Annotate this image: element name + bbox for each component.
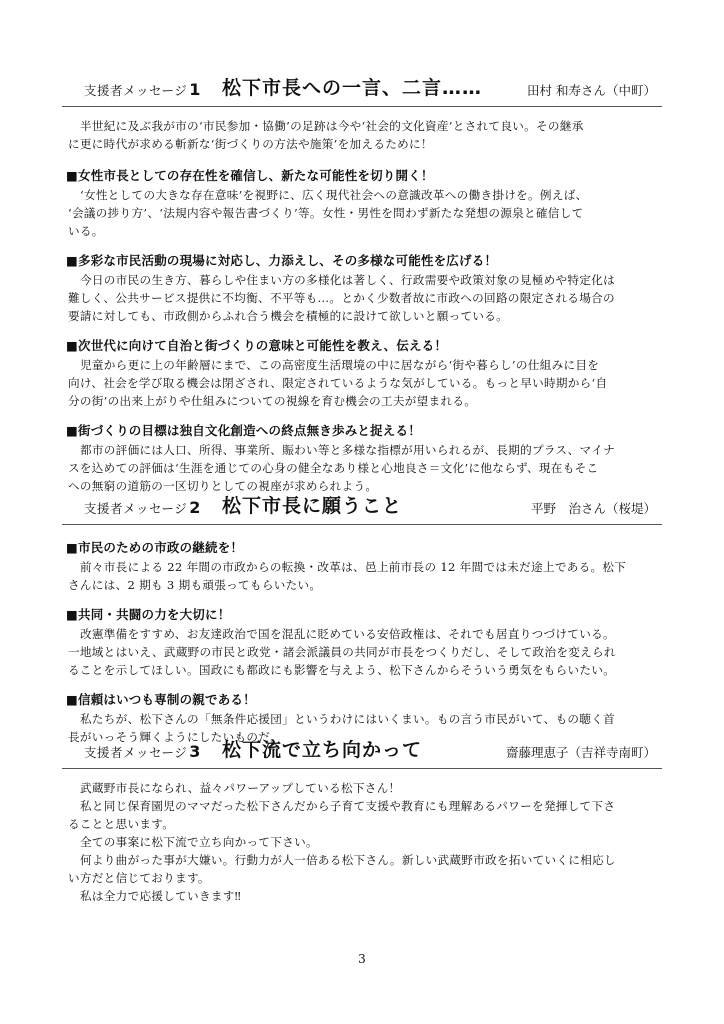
topic-line: さんには、2 期も 3 期も頑張ってもらいたい。 xyxy=(68,578,322,592)
section-label: 支援者メッセージ 1 xyxy=(84,80,201,99)
topic-line: ‘女性としての大きな存在意味’を視野に、広く現代社会への意識改革への働き掛けを。例えば、 xyxy=(80,188,588,202)
topic-line: ることを示してほしい。国政にも都政にも影響を与えよう、松下さんからそういう勇気をもらいたい。 xyxy=(68,663,616,677)
topic-line: 改憲準備をすすめ、お友達政治で国を混乱に貶めている安倍政権は、それでも居直りつづけている。 xyxy=(80,627,615,641)
section-body xyxy=(62,769,662,905)
section-body xyxy=(62,525,662,746)
section-header xyxy=(62,490,662,525)
topic-line: 分の街’の出来上がりや仕組みについての視線を育む機会の工夫が望まれる。 xyxy=(68,394,477,408)
topic-heading: ■共同・共闘の力を大切に！ xyxy=(66,607,231,622)
topic-heading: ■多彩な市民活動の現場に対応し、力添えし、その多様な可能性を広げる！ xyxy=(66,253,498,268)
section-number: 2 xyxy=(189,498,201,517)
topic-line: への無窮の道筋の一区切りとしての視座が求められよう。 xyxy=(68,479,378,493)
section-author: 平野 治さん（桜堤） xyxy=(530,501,656,516)
message-section-2 xyxy=(62,490,662,746)
topic-line: 都市の評価には人口、所得、事業所、賑わい等と多様な指標が用いられるが、長期的プラス、マイナ xyxy=(80,443,615,457)
message-line: ることと思います。 xyxy=(68,817,175,831)
topic-heading: ■信頼はいつも専制の親である！ xyxy=(66,692,256,707)
topic-heading: ■次世代に向けて自治と街づくりの意味と可能性を教え、伝える！ xyxy=(66,338,448,353)
message-section-1 xyxy=(62,72,662,495)
message-line: 何より曲がった事が大嫌い。行動力が人一倍ある松下さん。新しい武蔵野市政を拓いていくに相応し xyxy=(80,853,616,867)
topic-line: 私たちが、松下さんの「無条件応援団」というわけにはいくまい。もの言う市民がいて、もの聴く首 xyxy=(80,712,615,726)
topic-line: 要請に対しても、市政側からふれ合う機会を積極的に設けて欲しいと願っている。 xyxy=(68,309,509,323)
topic-line: 今日の市民の生き方、暮らしや住まい方の多様化は著しく、行政需要や政策対象の見極めや特定化は xyxy=(80,273,615,287)
message-line: い方だと信じております。 xyxy=(68,871,210,885)
section-author: 田村 和寿さん（中町） xyxy=(527,83,656,98)
topic-line: スを込めての評価は‘生涯を通じての心身の健全なあり様と心地良さ＝文化’に他ならず、現在もそこ xyxy=(68,461,599,475)
topic-line: 児童から更に上の年齢層にまで、この高密度生活環境の中に居ながら‘街や暮らし’の仕組みに目を xyxy=(80,358,600,372)
section-number: 1 xyxy=(189,80,201,99)
message-section-3 xyxy=(62,734,662,905)
topic-heading: ■市民のための市政の継続を！ xyxy=(66,540,244,555)
section-title: 松下市長に願うこと xyxy=(222,495,403,517)
message-line: 全ての事案に松下流で立ち向かって下さい。 xyxy=(80,835,318,849)
section-label: 支援者メッセージ 3 xyxy=(84,742,201,761)
message-line: 私は全力で応援していきます‼ xyxy=(80,889,242,903)
topic-line: 長がいっそう輝くようにしたいものだ。 xyxy=(68,730,283,744)
section-header xyxy=(62,734,662,769)
section-number: 3 xyxy=(189,742,201,761)
topic-heading: ■街づくりの目標は独自文化創造への終点無き歩みと捉える！ xyxy=(66,423,421,438)
topic-line: 前々市長による 22 年間の市政からの転換・改革は、邑上前市長の 12 年間では未だ途上である。松下 xyxy=(80,560,627,574)
section-title: 松下流で立ち向かって xyxy=(222,739,423,761)
section-header xyxy=(62,72,662,107)
section-title: 松下市長への一言、二言…… xyxy=(222,77,483,99)
section-author: 齋藤理恵子（吉祥寺南町） xyxy=(505,745,656,760)
topic-line: 一地域とはいえ、武蔵野の市民と政党・諸会派議員の共同が市長をつくりだし、そして政治を変えられ xyxy=(68,645,616,659)
intro-line: に更に時代が求める斬新な‘街づくりの方法や施策’を加えるために！ xyxy=(68,137,433,151)
topic-line: 向け、社会を学び取る機会は閉ざされ、限定されているような気がしている。もっと早い時期から‘自 xyxy=(68,376,608,390)
intro-line: 半世紀に及ぶ我が市の‘市民参加・協働’の足跡は今や‘社会的文化資産’とされて良い。その継承 xyxy=(80,119,584,133)
topic-heading: ■女性市長としての存在性を確信し、新たな可能性を切り開く！ xyxy=(66,168,434,183)
topic-line: 難しく、公共サービス提供に不均衡、不平等も…。とかく少数者故に市政への回路の限定される場合の xyxy=(68,291,615,305)
section-label: 支援者メッセージ 2 xyxy=(84,498,201,517)
topic-line: いる。 xyxy=(68,224,104,238)
message-line: 武蔵野市長になられ、益々パワーアップしている松下さん！ xyxy=(80,781,401,795)
message-line: 私と同じ保育園児のママだった松下さんだから子育て支援や教育にも理解あるパワーを発揮して下さ xyxy=(80,799,616,813)
topic-line: ‘会議の捗り方’、‘法規内容や報告書づくり’等。女性・男性を問わず新たな発想の源泉と確信して xyxy=(68,206,584,220)
section-body xyxy=(62,107,662,495)
page-number: 3 xyxy=(358,952,366,966)
